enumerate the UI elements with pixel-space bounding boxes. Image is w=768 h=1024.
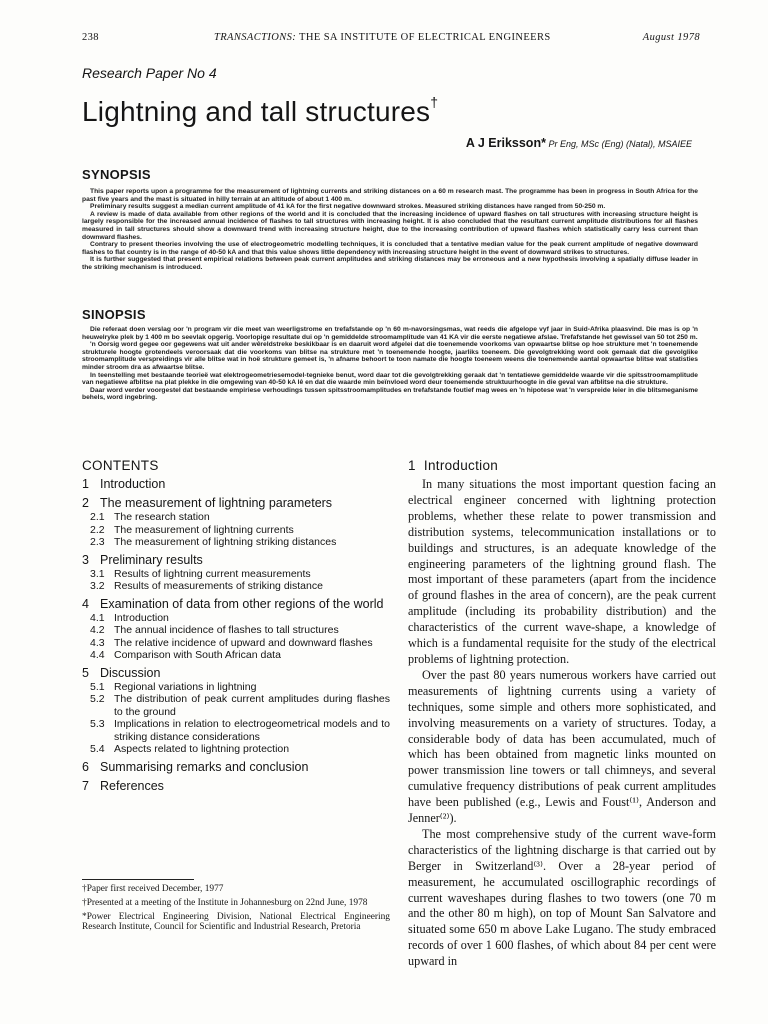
title-footnote-mark: † (430, 94, 439, 110)
contents-subentry-title: The measurement of lightning currents (114, 523, 294, 536)
table-of-contents (82, 458, 390, 794)
contents-entry-number: 5 (82, 665, 89, 680)
contents-subentry (82, 743, 390, 756)
contents-entry-number: 2 (82, 496, 89, 510)
contents-subentry-number: 4.2 (90, 624, 105, 636)
body-paragraph: In many situations the most important question facing an electrical engineer concerned with lightning protection problems, whether these relate to power transmission and distribution systems, telecommunication installations or to buildings and structures, is an adequate knowledge of the engineering parameters of the lightning ground flash. The most important of these parameters (apart from the incidence of ground flashes in the area of concern), are the peak current amplitude (including its probability distribution) and the characteristics of the current wave-shape, a knowledge of which is a fundamental requisite for the study of the electrical problems of lightning protection. (408, 477, 716, 666)
contents-subentry-title: The measurement of lightning striking distances (114, 536, 337, 548)
contents-subentry (82, 511, 390, 524)
contents-subentry (82, 524, 390, 537)
contents-entry-title: The measurement of lightning parameters (100, 496, 333, 510)
contents-entry (82, 553, 390, 568)
contents-entry-number: 1 (82, 477, 89, 491)
contents-subentry-number: 3.1 (90, 567, 105, 580)
contents-subentry (82, 568, 390, 581)
sinopsis-paragraph: In teenstelling met bestaande teorieë wat elektrogeometriesemodel-tegnieke benut, word daar tot die gevolgtrekking geraak dat 'n tentatiewe gemiddelde waarde vir die spitsstroomamplitude van negatiewe afblitse na plat plekke in die omgewing van 40-50 kA lê en dat die waarde min beïnvloed word deur toenemende struktuurhoogte in die geval van afblitse na die strukture. (82, 371, 698, 387)
introduction-heading-title: Introduction (423, 458, 499, 473)
introduction-body (408, 477, 716, 970)
contents-subentry-number: 2.1 (90, 511, 105, 523)
contents-entry (82, 666, 390, 681)
contents-entry-number: 4 (82, 596, 89, 611)
contents-entry (82, 597, 390, 612)
body-paragraph: The most comprehensive study of the current wave-form characteristics of the lightning discharge is that carried out by Berger in Switzerland⁽³⁾. Over a 28-year period of measurement, he accumulated oscillographic recordings of current waveshapes during flashes to two towers (one 70 m and the other 80 m high), on top of Mount San Salvatore and situated some 650 m above Lake Lugano. The study embraced records of over 1 600 flashes, of which about 84 per cent were upward in (408, 826, 716, 969)
contents-entry-title: Examination of data from other regions of the world (100, 596, 384, 611)
footnote: †Paper first received December, 1977 (82, 884, 224, 894)
author-name: A J Eriksson* (465, 136, 546, 150)
footnotes (82, 879, 390, 936)
contents-subentry-title: Results of measurements of striking distance (114, 580, 323, 592)
contents-subentry-number: 4.3 (90, 636, 105, 649)
contents-entry-number: 7 (82, 778, 89, 793)
contents-entry (82, 477, 390, 492)
contents-subentry-title: The annual incidence of flashes to tall structures (114, 624, 339, 636)
footnote-rule (82, 879, 194, 880)
journal-name-italic: TRANSACTIONS: (214, 32, 297, 43)
contents-heading: CONTENTS (82, 458, 159, 473)
contents-subentry-title: Implications in relation to electrogeometrical models and to striking distance considerations (114, 718, 390, 743)
introduction-heading-number: 1 (408, 458, 416, 473)
contents-subentry-number: 4.1 (90, 611, 105, 624)
introduction-heading (408, 458, 716, 473)
sinopsis-heading: SINOPSIS (82, 307, 146, 322)
contents-subentry-title: Comparison with South African data (114, 649, 281, 661)
sinopsis-paragraph: Die referaat doen verslag oor 'n program vir die meet van weerligstrome en trefafstande op 'n 60 m-navorsingsmas, wat reeds die afgelope vyf jaar in Suid-Afrika plaasvind. Die mas is op 'n heuwelryke plek by 1 400 m bo seevlak opgerig. Voorlopige resultate dui op 'n gemiddelde stroomamplitude van 41 KA vir die eerste negatiewe afslae. Trefafstande het gewissel van 50 tot 250 m. (82, 326, 698, 341)
contents-subentry-number: 5.2 (90, 693, 105, 705)
sinopsis-paragraph: Daar word verder voorgestel dat bestaande empiriese verhoudings tussen spitsstroomamplitudes en trefafstande foutief mag wees en 'n hipotese wat 'n verspreide leier in die blitsmeganisme behels, word ingebring. (82, 386, 698, 402)
contents-subentry-title: The research station (114, 511, 210, 523)
contents-list (82, 477, 390, 794)
journal-name-rest: THE SA INSTITUTE OF ELECTRICAL ENGINEERS (296, 32, 551, 43)
contents-subentry (82, 580, 390, 593)
author-credentials: Pr Eng, MSc (Eng) (Natal), MSAIEE (545, 139, 692, 149)
synopsis-paragraph: Preliminary results suggest a median current amplitude of 41 kA for the first negative downward strokes. Measured striking distances have ranged from 50-250 m. (90, 203, 606, 211)
contents-entry-title: References (100, 778, 164, 793)
synopsis-paragraph: This paper reports upon a programme for the measurement of lightning currents and striking distances on a 60 m research mast. The programme has been in progress in South Africa for the past five years and the mast is situated in hilly terrain at an altitude of about 1 400 m. (82, 188, 698, 203)
sinopsis-paragraph: 'n Oorsig word gegee oor gegewens wat uit ander wêreldstreke beskikbaar is en daaruit word afgelei dat die toenemende voorkoms van opwaartse blitse op hoe strukture met 'n toenemende strukturele hoogte grotendeels veroorsaak dat die voorkoms van blitse na strukture met 'n toenemende hoogte, jaarliks toeneem. Die gevolgtrekking word ook gemaak dat die gevolglike stroomamplitude verspreidings vir alle blitse wat in hoë strukture gemeet is, 'n afname behoort te toon namate die hoogte toeneem weens die toenemende aantal opwaartse blitse wat statisties minder stroom dra as afwaartse blitse. (82, 341, 698, 371)
journal-name (214, 32, 551, 43)
contents-subentry-number: 2.3 (90, 536, 105, 548)
sinopsis-body (82, 326, 698, 402)
issue-date: August 1978 (642, 32, 700, 43)
contents-subentry (82, 536, 390, 549)
synopsis-heading: SYNOPSIS (82, 167, 151, 182)
author-line (466, 136, 692, 150)
contents-subentry-title: Aspects related to lightning protection (114, 743, 290, 755)
synopsis-paragraph: Contrary to present theories involving the use of electrogeometric modelling techniques, it is concluded that a tentative median value for the peak current amplitude of negative downward flashes to flat country is in the range of 40-50 kA and that this value shows little dependency with increasing structure height in the event of downward strikes to structures. (82, 241, 698, 256)
contents-entry (82, 779, 390, 794)
contents-subentry-number: 3.2 (90, 580, 105, 592)
paper-series-label: Research Paper No 4 (82, 65, 217, 81)
contents-subentry-number: 5.1 (90, 680, 105, 693)
contents-subentry (82, 649, 390, 662)
contents-subentry-number: 2.2 (90, 523, 105, 536)
contents-subentry (82, 681, 390, 694)
contents-entry (82, 760, 390, 775)
contents-subentry-title: The distribution of peak current amplitudes during flashes to the ground (114, 693, 390, 718)
contents-entry-number: 3 (82, 552, 89, 567)
contents-entry-title: Discussion (100, 665, 161, 680)
paper-title-text: Lightning and tall structures (82, 96, 431, 127)
contents-entry-title: Summarising remarks and conclusion (100, 759, 309, 774)
contents-entry-title: Preliminary results (100, 552, 203, 567)
introduction-section (408, 458, 716, 970)
contents-subentry-title: Regional variations in lightning (114, 680, 257, 693)
contents-subentry-number: 4.4 (90, 649, 105, 661)
running-header (82, 32, 700, 48)
page-number: 238 (82, 32, 99, 43)
synopsis-paragraph: A review is made of data available from other regions of the world and it is concluded that the increasing incidence of upward flashes on tall structures with increasing structure height is largely responsible for the increased annual incidence of flashes to tall structures with increasing height. It is also concluded that the resultant current amplitude distributions for all flashes measured in tall structures should show a downward trend with increasing structure height, due to the increasing contribution of upward flashes which statistically carry less current than downward flashes. (82, 210, 698, 241)
contents-subentry-number: 5.4 (90, 743, 105, 755)
contents-entry-number: 6 (82, 759, 89, 774)
paper-title (82, 94, 438, 128)
contents-subentry-title: Results of lightning current measurements (114, 567, 311, 580)
contents-subentry-number: 5.3 (90, 718, 105, 730)
contents-subentry (82, 718, 390, 743)
contents-subentry (82, 612, 390, 625)
contents-subentry (82, 624, 390, 637)
synopsis-paragraph: It is further suggested that present empirical relations between peak current amplitudes and striking distances may be erroneous and a new hypothesis involving a spatially diffuse leader in the striking mechanism is introduced. (82, 256, 698, 271)
contents-subentry (82, 637, 390, 650)
contents-entry (82, 496, 390, 511)
contents-subentry (82, 693, 390, 718)
body-paragraph: Over the past 80 years numerous workers have carried out measurements of lightning currents using a variety of techniques, some simple and others more sophisticated, and involving measurements on a variety of structures. Today, a considerable body of data has been accumulated, much of which has been obtained from magnetic links mounted on power transmission line towers or tall chimneys, and several cumulative frequency distributions of peak current amplitudes have been published (e.g., Lewis and Foust⁽¹⁾, Anderson and Jenner⁽²⁾). (408, 667, 716, 826)
contents-subentry-title: Introduction (114, 611, 169, 624)
synopsis-body (82, 188, 698, 272)
contents-entry-title: Introduction (100, 477, 166, 491)
contents-subentry-title: The relative incidence of upward and downward flashes (114, 636, 373, 649)
footnote: †Presented at a meeting of the Institute in Johannesburg on 22nd June, 1978 (82, 897, 368, 908)
footnote: *Power Electrical Engineering Division, National Electrical Engineering Research Institute, Council for Scientific and Industrial Research, Pretoria (82, 911, 390, 933)
